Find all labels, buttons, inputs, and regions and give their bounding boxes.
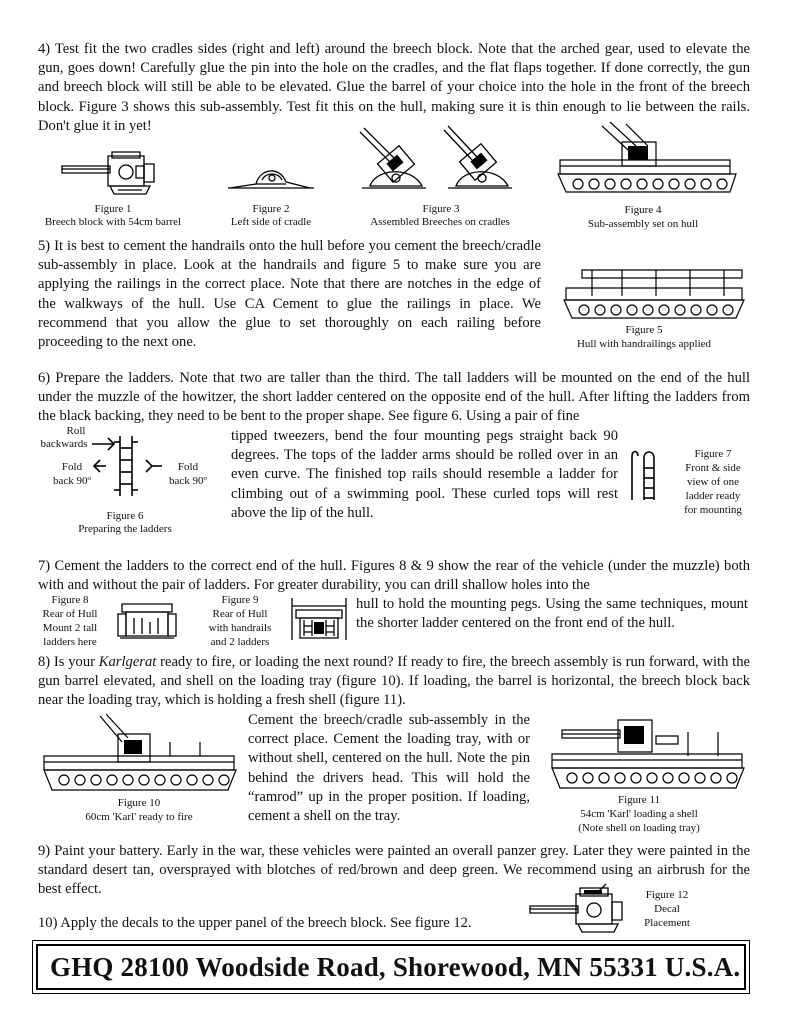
figure-2-drawing [226,160,316,196]
footer-address: GHQ 28100 Woodside Road, Shorewood, MN 55331 U.S.A. [36,944,746,990]
figure-9-label-3: and 2 ladders [210,636,270,648]
figure-2-title: Figure 2 [252,203,290,215]
step-9-text: 9) Paint your battery. Early in the war, these vehicles were painted an overall panzer grey. Later they were painted in the standard desert tan, oversprayed with blotches of red/brown and deep green. We recommend using an airbrush for the best effect. [38,843,750,898]
figure-7-title: Figure 7 [694,448,732,460]
figure-9-label-2: with handrails [208,622,272,634]
figure-12-label-2: Placement [644,917,690,929]
figure-5-caption: Hull with handrailings applied [576,338,712,350]
figure-6-roll-label: Roll [66,425,86,437]
step-8-text-b: Cement the breech/cradle sub-assembly in the correct place. Cement the loading tray, with or without shell, centered on the hull. Note the pin behind the drivers head. This will hold the “ramrod” up in the proper position. If loading, cement a shell on the tray. [248,712,530,825]
figure-3-title: Figure 3 [422,203,460,215]
figure-11-caption-2: (Note shell on loading tray) [578,822,700,834]
step-8-text [38,653,750,711]
figure-7-label-2: view of one [687,476,739,488]
figure-6-fold-right-2: back 90º [169,475,207,487]
figure-12-drawing [528,884,634,936]
figure-11-caption: 54cm 'Karl' loading a shell [580,808,698,820]
figure-7-label-1: Front & side [685,462,741,474]
figure-6-drawing [84,430,168,500]
figure-12-title: Figure 12 [645,889,689,901]
figure-6-fold-right: Fold [177,461,199,473]
figure-1-drawing [60,150,160,200]
figure-8-label-3: ladders here [43,636,97,648]
step-6-text-b: tipped tweezers, bend the four mounting pegs straight back 90 degrees. The tops of the ladder arms should be rolled over in an even curve. The finished top rails should resemble a ladder for climbing out of a swimming pool. These curled tops will rest above the lip of the hull. [231,428,618,521]
figure-9-title: Figure 9 [221,594,259,606]
figure-4-drawing [552,120,742,204]
figure-6-title: Figure 6 [106,510,144,522]
figure-7-label-4: for mounting [684,504,742,516]
figure-5-drawing [560,268,746,324]
figure-3-drawing [352,122,542,200]
figure-7-label-3: ladder ready [685,490,741,502]
figure-7-drawing [628,448,662,504]
step-7-text-a: 7) Cement the ladders to the correct end of the hull. Figures 8 & 9 show the rear of the vehicle (under the muzzle) both with and without the pair of ladders. For greater durability, you can drill shallow holes into the [38,558,750,594]
figure-10-title: Figure 10 [117,797,161,809]
figure-10-drawing [40,712,240,798]
step-8-text-end: ready to fire, or loading the next round? If ready to fire, the breech assembly is run forward, with the gun barrel elevated, and shell on the loading tray (figure 10). If loading, the barrel is horizontal, the breech block back near the loading tray, which is holding a fresh shell (figure 11). [38,654,750,709]
figure-8-label-2: Mount 2 tall [42,622,98,634]
figure-10-caption: 60cm 'Karl' ready to fire [85,811,193,823]
figure-11-title: Figure 11 [617,794,661,806]
figure-6-caption: Preparing the ladders [78,523,172,535]
figure-1-title: Figure 1 [94,203,132,215]
figure-8-label-1: Rear of Hull [42,608,98,620]
step-7-text-b: hull to hold the mounting pegs. Using the same techniques, mount the shorter ladder centered on the front end of the hull. [356,596,748,632]
figure-1-caption: Breech block with 54cm barrel [44,216,182,228]
figure-6-roll-label-2: backwards [40,438,88,450]
figure-11-drawing [548,712,748,796]
figure-8-drawing [116,600,178,642]
figure-4-title: Figure 4 [624,204,662,216]
figure-4-caption: Sub-assembly set on hull [587,218,699,230]
step-10-text: 10) Apply the decals to the upper panel of the breech block. See figure 12. [38,915,472,931]
figure-6-fold-left-2: back 90º [53,475,91,487]
figure-5-title: Figure 5 [625,324,663,336]
step-8-text-start: 8) Is your [38,654,99,670]
step-8-karlgerat: Karlgerat [98,654,157,670]
step-5-text: 5) It is best to cement the handrails onto the hull before you cement the breech/cradle sub-assembly in place. Look at the handrails and figure 5 to make sure you are applying the railings in the correct place. Note that there are notches in the edge of the walkways of the hull. Use CA Cement to glue the railings in place. We recommend that you allow the glue to set thoroughly on each railing before proceeding to the next one. [38,238,541,351]
figure-9-drawing [288,596,350,644]
figure-2-caption: Left side of cradle [230,216,312,228]
step-6-text-a: 6) Prepare the ladders. Note that two are taller than the third. The tall ladders will be mounted on the end of the hull under the muzzle of the howitzer, the short ladder centered on the opposite end of the hull. After lifting the ladders from the black backing, they need to be bent to the proper shape. See figure 6. Using a pair of fine [38,370,750,425]
figure-9-label-1: Rear of Hull [212,608,268,620]
figure-12-label-1: Decal [654,903,680,915]
step-4-text: 4) Test fit the two cradles sides (right and left) around the breech block. Note that the arched gear, used to elevate the gun, goes down! Carefully glue the pin into the hole on the cradles, and the flat flaps together. If done correctly, the gun and breech block will still be able to be elevated. Glue the barrel of your choice into the hole in the front of the breech block. Figure 3 shows this sub-assembly. Test fit this on the hull, making sure it is thin enough to lie between the rails. Don't glue it in yet! [38,41,750,134]
figure-3-caption: Assembled Breeches on cradles [370,216,510,228]
figure-6-fold-left: Fold [61,461,83,473]
figure-8-title: Figure 8 [51,594,89,606]
